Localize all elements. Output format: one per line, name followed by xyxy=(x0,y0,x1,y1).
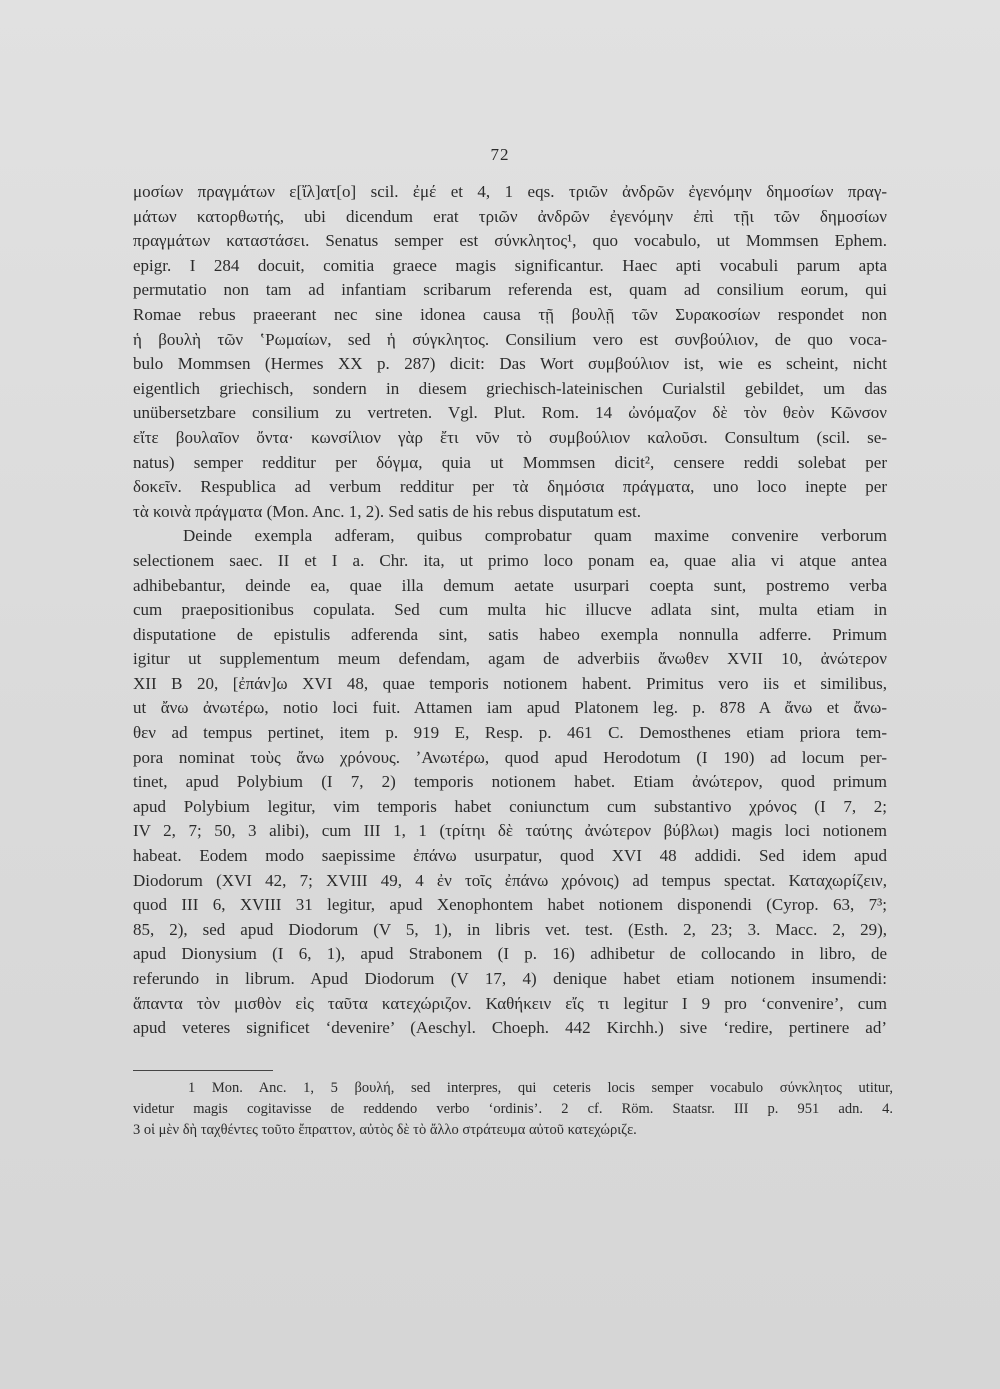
text-line: ἅπαντα τὸν μισθὸν εἰς ταῦτα κατεχώριζον. Καθήκειν εἴς τι legitur I 9 pro ‘convenire’, cum xyxy=(133,993,887,1013)
text-line: πραγμάτων καταστάσει. Senatus semper est σύνκλητος¹, quo vocabulo, ut Mommsen Ephem. xyxy=(133,231,887,251)
text-line: adhibebantur, deinde ea, quae illa demum aetate usurpari coepta sunt, postremo verba xyxy=(133,575,887,595)
footnote-line: 1 Mon. Anc. 1, 5 βουλή, sed interpres, qui ceteris locis semper vocabulo σύνκλητος utitur, xyxy=(188,1080,893,1096)
text-line: Deinde exempla adferam, quibus comprobatur quam maxime convenire verborum xyxy=(183,526,887,546)
text-line: 85, 2), sed apud Diodorum (V 5, 1), in libris vet. test. (Esth. 2, 23; 3. Macc. 2, 29), xyxy=(133,919,887,939)
text-line: εἴτε βουλαῖον ὄντα· κωνσίλιον γὰρ ἔτι νῦν τὸ συμβούλιον καλοῦσι. Consultum (scil. se- xyxy=(133,427,887,447)
footnotes xyxy=(133,1078,893,1141)
text-line: IV 2, 7; 50, 3 alibi), cum III 1, 1 (τρίτηι δὲ ταύτης ἀνώτερον βύβλωι) magis loci notionem xyxy=(133,821,887,841)
text-line: epigr. I 284 docuit, comitia graece magis significantur. Haec apti vocabuli parum apta xyxy=(133,255,887,275)
footnote-line: 3 οἱ μὲν δὴ ταχθέντες τοῦτο ἔπραττον, αὐτὸς δὲ τὸ ἄλλο στράτευμα αὐτοῦ κατεχώριζε. xyxy=(133,1122,637,1138)
text-line: pora nominat τοὺς ἄνω χρόνους. ʼΑνωτέρω, quod apud Herodotum (I 190) ad locum per- xyxy=(133,747,887,767)
text-line: apud veteres significet ‘devenire’ (Aeschyl. Choeph. 442 Kirchh.) sive ‘redire, pertinere ad’ xyxy=(133,1018,887,1038)
text-line: igitur ut supplementum meum defendam, agam de adverbiis ἄνωθεν XVII 10, ἀνώτερον xyxy=(133,649,887,669)
text-line: habeat. Eodem modo saepissime ἐπάνω usurpatur, quod XVI 48 addidi. Sed idem apud xyxy=(133,846,887,866)
footnote-divider xyxy=(133,1070,273,1071)
text-line: τὰ κοινὰ πράγματα (Mon. Anc. 1, 2). Sed satis de his rebus disputatum est. xyxy=(133,501,642,521)
text-line: disputatione de epistulis adferenda sint, satis habeo exempla nonnulla adferre. Primum xyxy=(133,624,887,644)
text-line: selectionem saec. II et I a. Chr. ita, ut primo loco ponam ea, quae alia vi atque antea xyxy=(133,550,887,570)
page-number: 72 xyxy=(490,145,510,164)
text-line: bulo Mommsen (Hermes XX p. 287) dicit: Das Wort συμβούλιον ist, wie es scheint, nicht xyxy=(133,354,887,374)
text-line: ἡ βουλὴ τῶν ʽΡωμαίων, sed ἡ σύγκλητος. Consilium vero est συνβούλιον, de quo voca- xyxy=(133,329,887,349)
text-line: ut ἄνω ἀνωτέρω, notio loci fuit. Attamen iam apud Platonem leg. p. 878 A ἄνω et ἄνω- xyxy=(133,698,887,718)
text-line: Diodorum (XVI 42, 7; XVIII 49, 4 ἐν τοῖς ἐπάνω χρόνοις) ad tempus spectat. Καταχωρίζειν, xyxy=(133,870,887,890)
text-line: referundo in librum. Apud Diodorum (V 17, 4) denique habet etiam notionem insumendi: xyxy=(133,969,887,988)
text-line: apud Dionysium (I 6, 1), apud Strabonem (I p. 16) adhibetur de collocando in libro, de xyxy=(133,944,887,964)
footnote-line: videtur magis cogitavisse de reddendo verbo ‘ordinis’. 2 cf. Röm. Staatsr. III p. 951 adn. 4. xyxy=(133,1101,893,1117)
text-line: apud Polybium legitur, vim temporis habet coniunctum cum substantivo χρόνος (I 7, 2; xyxy=(133,796,887,816)
text-line: μάτων κατορθωτής, ubi dicendum erat τριῶν ἀνδρῶν ἐγενόμην ἐπὶ τῇι τῶν δημοσίων xyxy=(133,206,887,226)
text-line: tinet, apud Polybium (I 7, 2) temporis notionem habet. Etiam ἀνώτερον, quod primum xyxy=(133,772,887,792)
text-line: unübersetzbare consilium zu vertreten. Vgl. Plut. Rom. 14 ὠνόμαζον δὲ τὸν θεὸν Κῶνσον xyxy=(133,403,887,423)
text-line: natus) semper redditur per δόγμα, quia ut Mommsen dicit², censere reddi solebat per xyxy=(133,452,887,472)
text-line: permutatio non tam ad infantiam scribarum referenda est, quam ad consilium eorum, qui xyxy=(133,280,887,300)
text-line: eigentlich griechisch, sondern in diesem griechisch-lateinischen Curialstil gebildet, um das xyxy=(133,378,887,398)
text-line: δοκεῖν. Respublica ad verbum redditur per τὰ δημόσια πράγματα, uno loco inepte per xyxy=(133,477,887,497)
text-line: θεν ad tempus pertinet, item p. 919 E, Resp. p. 461 C. Demosthenes etiam priora tem- xyxy=(133,723,887,743)
body-text xyxy=(133,180,887,1041)
text-line: quod III 6, XVIII 31 legitur, apud Xenophontem habet notionem disponendi (Cyrop. 63, 7³; xyxy=(133,895,887,915)
text-line: cum praepositionibus copulata. Sed cum multa hic illucve adlata sint, multa etiam in xyxy=(133,600,887,620)
text-line: Romae rebus praeerant nec sine idonea causa τῇ βουλῇ τῶν Συρακοσίων respondet non xyxy=(133,304,887,324)
text-line: XII B 20, [ἐπάν]ω XVI 48, quae temporis notionem habent. Primitus vero iis et similibus, xyxy=(133,673,887,693)
text-line: μοσίων πραγμάτων ε[ἴλ]ατ[ο] scil. ἐμέ et 4, 1 eqs. τριῶν ἀνδρῶν ἐγενόμην δημοσίων πραγ- xyxy=(133,182,887,201)
